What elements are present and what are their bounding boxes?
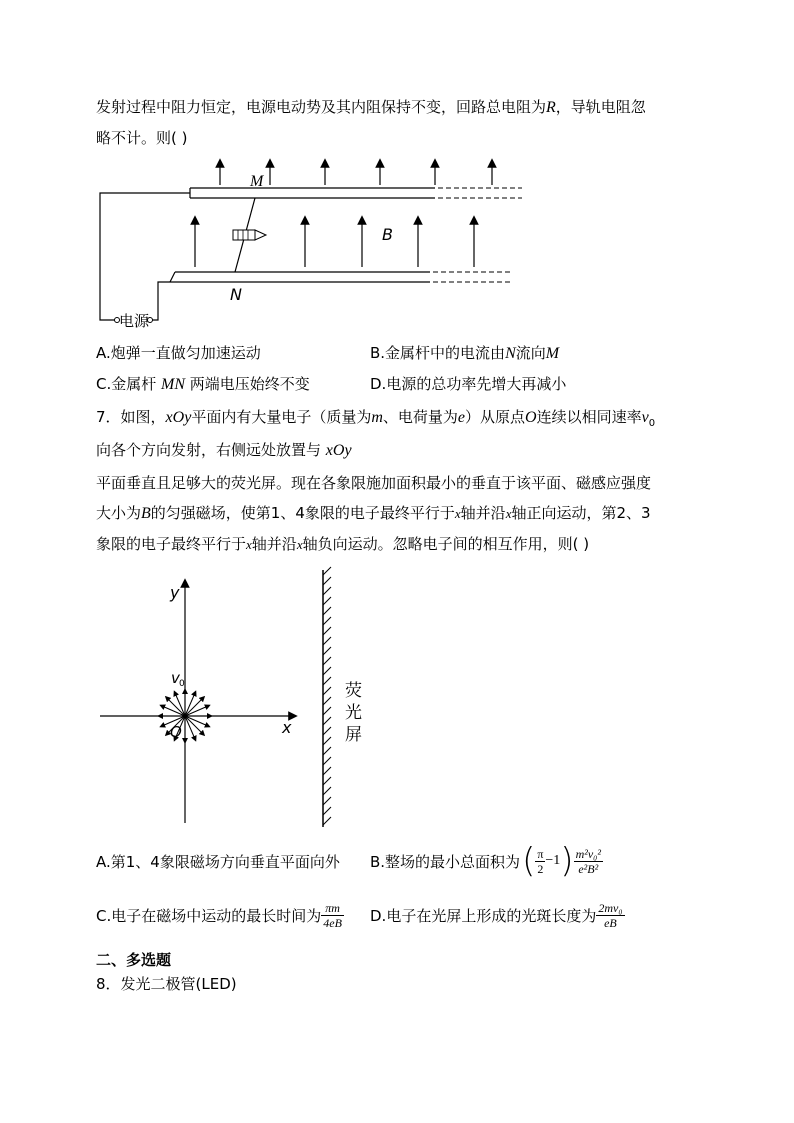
fraction-area: [574, 847, 603, 876]
q6-option-b[interactable]: [370, 343, 559, 364]
text: 发射过程中阻力恒定，电源电动势及其内阻保持不变，回路总电阻为: [96, 98, 547, 116]
text: 、电荷量为: [382, 408, 458, 426]
var-M: M: [545, 345, 560, 362]
q7-line-1: [96, 407, 655, 434]
label-O: O: [170, 723, 182, 741]
text: D.电源的总功率先增大再减小: [370, 375, 567, 393]
q6-line-1: [96, 97, 646, 118]
text: B.整场的最小总面积为: [370, 852, 521, 871]
var-x: x: [246, 537, 252, 552]
numerator: 2mv₀: [598, 900, 623, 915]
text: 平面内有大量电子（质量为: [191, 408, 372, 426]
denominator: 2: [537, 861, 544, 876]
q7-line-4: [96, 503, 651, 524]
var-xOy: xOy: [165, 409, 192, 426]
right-paren: ): [560, 841, 574, 881]
label-M: M: [250, 173, 264, 190]
text: 流向: [515, 344, 546, 362]
text: 两端电压始终不变: [185, 375, 310, 393]
text: 连续以相同速率: [536, 408, 642, 426]
text: 象限的电子最终平行于: [96, 535, 247, 553]
var-R: R: [546, 99, 556, 116]
electron-figure: [95, 565, 395, 830]
text: 平面垂直且足够大的荧光屏。现在各象限施加面积最小的垂直于该平面、磁感应强度: [96, 474, 652, 492]
label-y: y: [170, 583, 180, 602]
q6-option-c[interactable]: [96, 374, 310, 395]
screen-char-2: 光: [345, 703, 362, 723]
fraction-time: [321, 901, 344, 930]
text: 略不计。则( ): [96, 129, 188, 147]
projectile-icon: [233, 230, 266, 240]
q8-line-1: [96, 974, 237, 994]
label-v0: v: [171, 669, 180, 687]
var-O: O: [525, 409, 537, 426]
numerator: π: [537, 846, 544, 861]
screen-hatching: [323, 567, 331, 825]
denominator: 4eB: [323, 915, 342, 930]
var-B: B: [141, 505, 151, 522]
var-x: x: [454, 506, 461, 521]
label-B: B: [382, 225, 393, 244]
var-N: N: [505, 345, 516, 362]
q7-option-c[interactable]: [96, 895, 344, 935]
text: 8．发光二极管(LED): [96, 975, 237, 993]
q6-option-d[interactable]: [370, 374, 566, 394]
left-paren: (: [522, 841, 536, 881]
text: 二、多选题: [96, 951, 172, 969]
minus-one: −1: [545, 853, 561, 868]
railgun-figure: [90, 155, 530, 335]
q7-line-2: [96, 440, 352, 461]
denominator: e²B²: [578, 861, 599, 876]
q7-line-5: [96, 534, 589, 555]
var-x: x: [505, 506, 512, 521]
var-m: m: [371, 409, 383, 426]
text: A.炮弹一直做匀加速运动: [96, 344, 261, 362]
var-MN: MN: [161, 376, 186, 393]
text: ，导轨电阻忽: [555, 98, 646, 116]
text: ）从原点: [465, 408, 526, 426]
var-e: e: [457, 409, 466, 426]
numerator: πm: [321, 901, 344, 916]
text: C.金属杆: [96, 375, 162, 393]
text: 轴并沿: [460, 504, 506, 522]
section-title: [96, 950, 171, 970]
var-xOy: xOy: [325, 442, 352, 459]
subscript: 0: [648, 418, 656, 429]
q7-option-b[interactable]: [370, 838, 603, 884]
label-power-source: 电源: [119, 312, 150, 330]
q6-option-a[interactable]: [96, 343, 261, 363]
label-N: N: [230, 285, 242, 304]
q7-option-d[interactable]: [370, 895, 625, 935]
text: B.金属杆中的电流由: [370, 344, 506, 362]
text: 轴并沿: [251, 535, 297, 553]
denominator: eB: [604, 915, 617, 930]
q6-line-2: [96, 128, 187, 148]
text: C.电子在磁场中运动的最长时间为: [96, 906, 322, 925]
numerator: m²v₀²: [575, 846, 601, 861]
text: A.第1、4象限磁场方向垂直平面向外: [96, 853, 340, 871]
text: 轴负向运动。忽略电子间的相互作用，则( ): [302, 535, 590, 553]
label-x: x: [282, 718, 292, 737]
var-v: v: [641, 409, 649, 426]
q7-option-a[interactable]: [96, 852, 340, 872]
fraction-length: [596, 901, 624, 930]
screen-char-1: 荧: [345, 681, 362, 701]
q7-line-3: [96, 473, 651, 493]
screen-char-3: 屏: [345, 725, 362, 745]
text: 向各个方向发射，右侧远处放置与: [96, 441, 326, 459]
label-v0-sub: 0: [179, 679, 185, 689]
text: 轴正向运动，第2、3: [511, 504, 651, 522]
text: 大小为: [96, 504, 142, 522]
text: 7．如图，: [96, 408, 166, 426]
text: D.电子在光屏上形成的光斑长度为: [370, 906, 597, 925]
var-x: x: [296, 537, 303, 552]
text: 的匀强磁场，使第1、4象限的电子最终平行于: [150, 504, 455, 522]
fraction-pi-over-2: [535, 847, 545, 876]
